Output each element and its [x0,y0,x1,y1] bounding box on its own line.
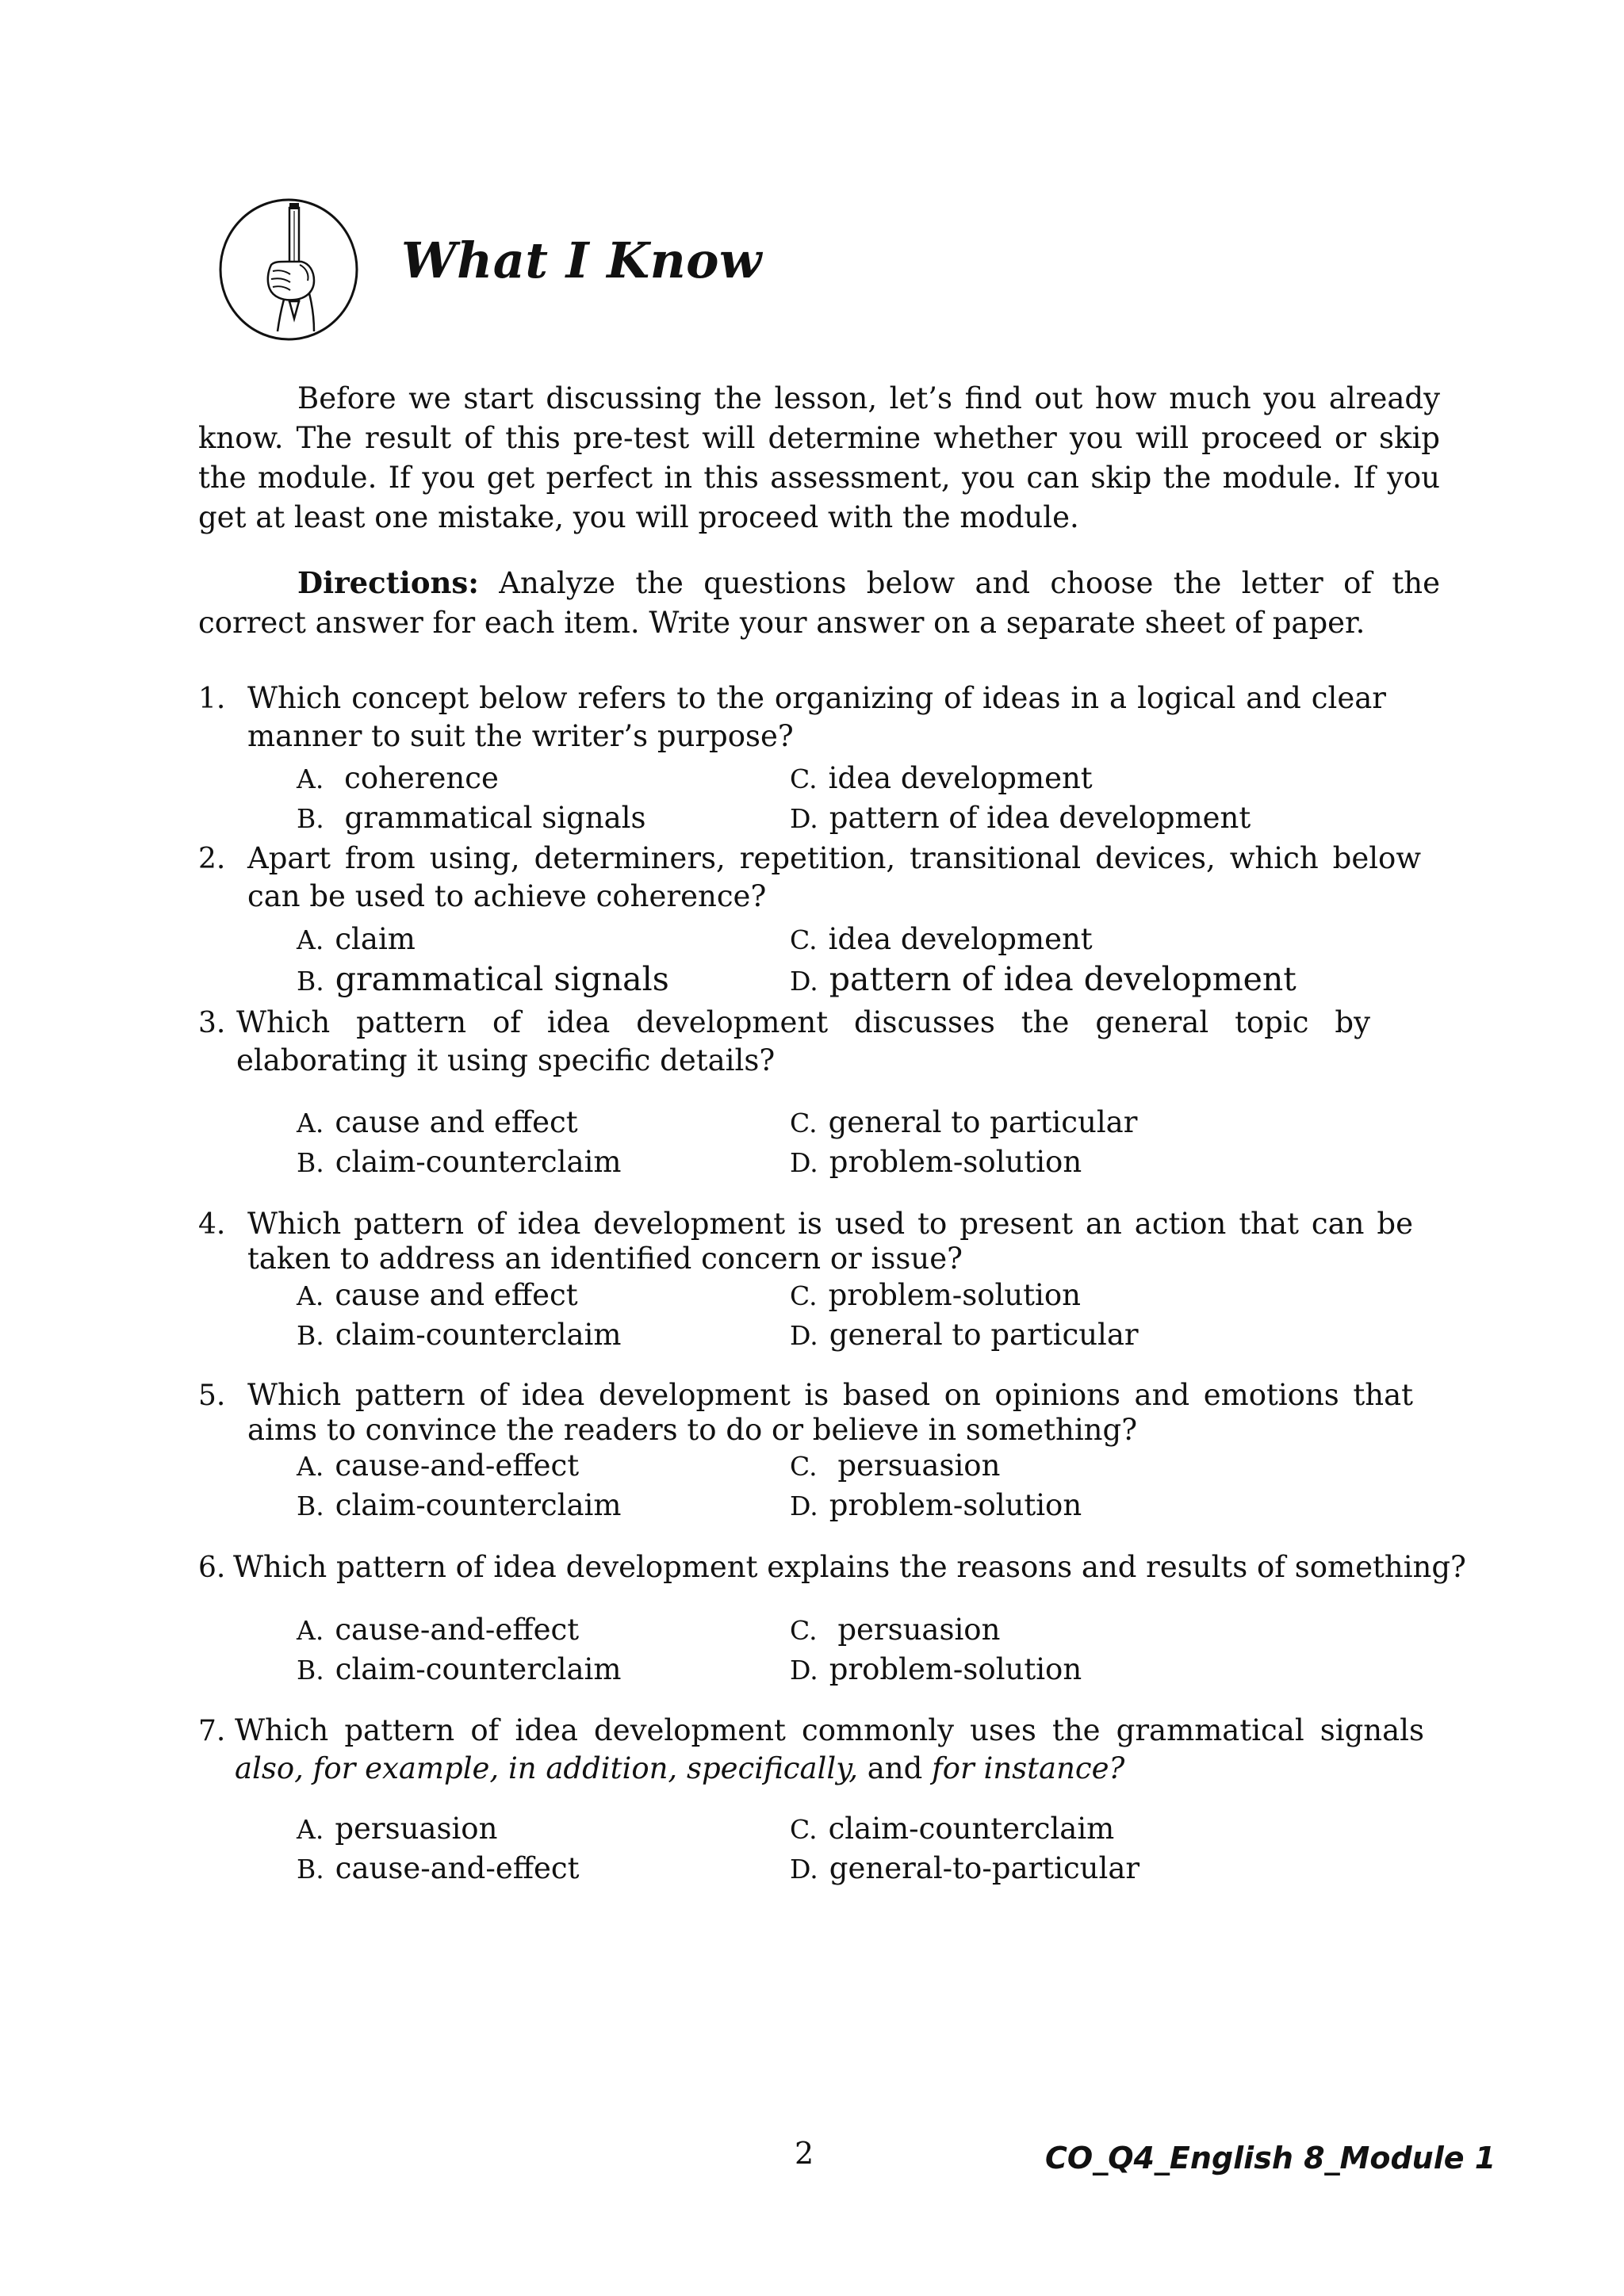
page-number: 2 [795,2136,814,2171]
option-b: B. claim-counterclaim [297,1488,622,1522]
page-title: What I Know [401,232,762,289]
option-a: A. cause and effect [297,1278,578,1312]
question-text: Which pattern of idea development discusses the general topic by elaborating it using specific details? [236,1005,1370,1077]
question-number: 2. [198,843,226,875]
question-text: Which pattern of idea development is based on opinions and emotions that aims to convince the readers to do or believe in something? [247,1378,1413,1447]
option-b: B. claim-counterclaim [297,1145,622,1179]
option-d: D. problem-solution [790,1488,1082,1522]
directions-paragraph [198,563,1440,643]
option-d: D. general-to-particular [790,1851,1140,1885]
question-number: 6. [198,1552,226,1584]
question-text: Which pattern of idea development is used to present an action that can be taken to address an identified concern or issue? [247,1207,1413,1276]
option-d: D. general to particular [790,1318,1139,1352]
option-b: B. grammatical signals [297,960,669,998]
option-b: B. cause-and-effect [297,1851,580,1885]
intro-paragraph: Before we start discussing the lesson, let’s find out how much you already know. The result of this pre-test will determine whether you will proceed or skip the module. If you get perfect in this assessment, you can skip the module. If you get at least one mistake, you will proceed with the module. [198,381,1440,534]
option-c: C. idea development [790,922,1093,956]
question-number: 1. [198,683,226,715]
option-a: A. persuasion [297,1812,498,1846]
option-c: C. claim-counterclaim [790,1812,1115,1846]
option-d: D. pattern of idea development [790,960,1297,998]
option-a: A. coherence [297,761,499,795]
question-text: Which pattern of idea development explains the reasons and results of something? [233,1550,1466,1584]
option-a: A. cause-and-effect [297,1613,580,1647]
hand-holding-pencil-icon [216,192,374,346]
option-c: C. general to particular [790,1105,1138,1139]
option-c: C. idea development [790,761,1093,795]
option-b: B. claim-counterclaim [297,1652,622,1686]
question-text: Which pattern of idea development commonly uses the grammatical signals also, for example, in addition, specifically, and for instance? [235,1713,1424,1785]
question-text: Apart from using, determiners, repetition, transitional devices, which below can be used to achieve coherence? [247,841,1421,913]
option-a: A. cause-and-effect [297,1448,580,1483]
option-a: A. claim [297,922,416,956]
question-text: Which concept below refers to the organizing of ideas in a logical and clear manner to suit the writer’s purpose? [247,681,1386,753]
question-number: 7. [198,1715,226,1747]
option-d: D. problem-solution [790,1145,1082,1179]
directions-label: Directions: [297,565,479,600]
option-c: C. persuasion [790,1448,1001,1483]
option-d: D. pattern of idea development [790,801,1251,835]
question-number: 5. [198,1380,226,1412]
directions-text: Analyze the questions below and choose the letter of the correct answer for each item. Write your answer on a separate sheet of paper. [198,566,1440,640]
module-code: CO_Q4_English 8_Module 1 [1045,2141,1496,2175]
option-d: D. problem-solution [790,1652,1082,1686]
option-c: C. problem-solution [790,1278,1081,1312]
question-number: 4. [198,1208,226,1241]
question-number: 3. [198,1007,226,1039]
option-b: B. grammatical signals [297,801,646,835]
option-b: B. claim-counterclaim [297,1318,622,1352]
option-c: C. persuasion [790,1613,1001,1647]
option-a: A. cause and effect [297,1105,578,1139]
